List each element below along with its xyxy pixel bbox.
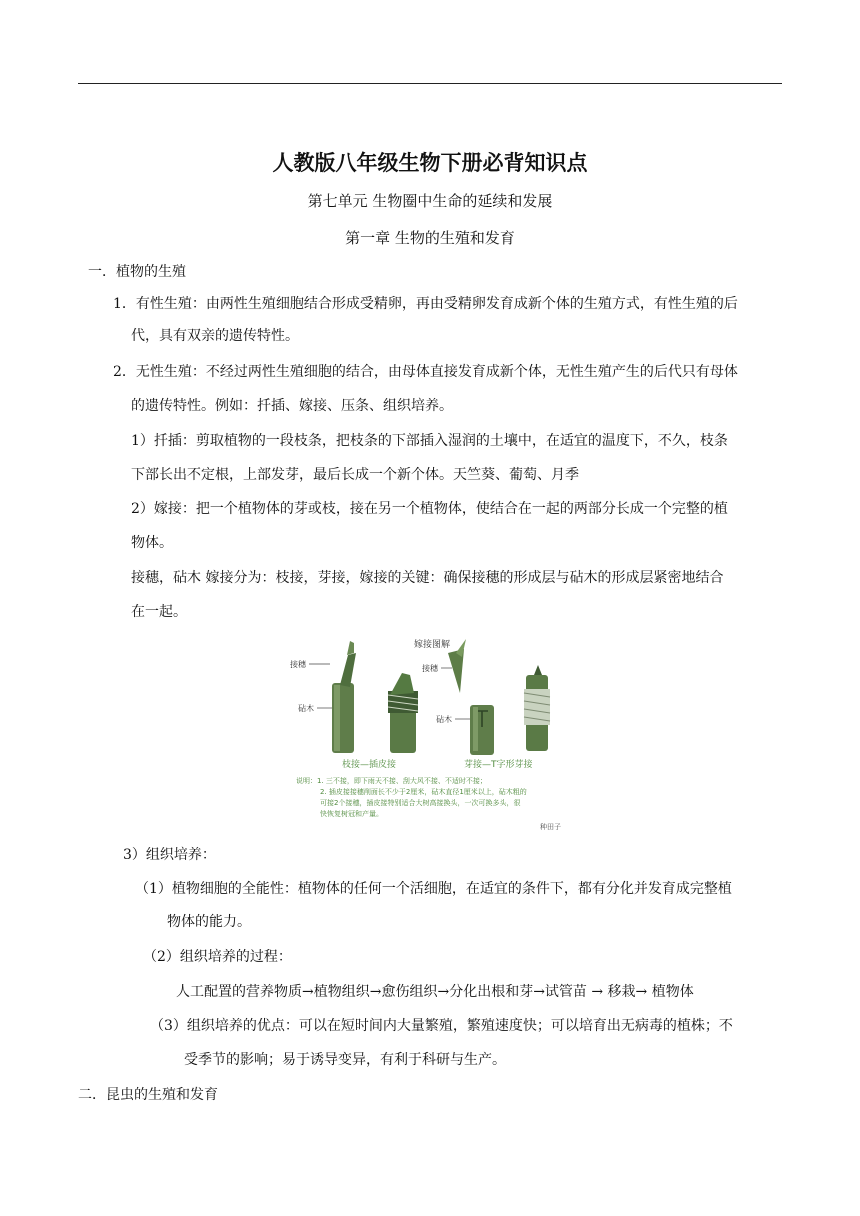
paragraph-line: 在一起。	[131, 604, 187, 620]
label-stock-right: 砧木	[436, 715, 452, 724]
paragraph-line: 受季节的影响；易于诱导变异，有利于科研与生产。	[184, 1052, 506, 1068]
section-heading: 一．植物的生殖	[88, 264, 186, 280]
label-stock: 砧木	[298, 704, 314, 713]
label-scion: 接穗	[290, 660, 306, 669]
figure-signature: 种田子	[540, 823, 561, 831]
note-line: 2. 插皮接接穗削面长不少于2厘米，砧木直径1厘米以上，砧木粗的	[320, 788, 527, 796]
paragraph-line: 的遗传特性。例如：扦插、嫁接、压条、组织培养。	[131, 398, 453, 414]
bud-scion	[448, 639, 466, 693]
label-scion-right: 接穗	[422, 664, 438, 673]
paragraph-line: 3）组织培养：	[123, 847, 216, 863]
process-flow: 人工配置的营养物质→植物组织→愈伤组织→分化出根和芽→试管苗 → 移栽→ 植物体	[176, 984, 694, 1000]
branch-graft-stock	[332, 641, 356, 753]
caption-bud-graft: 芽接—T字形芽接	[464, 760, 533, 770]
paragraph-line: （3）组织培养的优点：可以在短时间内大量繁殖，繁殖速度快；可以培育出无病毒的植株；不	[150, 1018, 733, 1034]
bud-graft-stock	[470, 705, 494, 755]
paragraph-line: 下部长出不定根，上部发芽，最后长成一个新个体。天竺葵、葡萄、月季	[131, 467, 579, 483]
note-line: 可接2个接穗，插皮接特别适合大树高接换头，一次可换多头，很	[320, 799, 521, 807]
document-title: 人教版八年级生物下册必背知识点	[272, 151, 588, 175]
grafting-illustration	[290, 635, 570, 831]
note-line: 快恢复树冠和产量。	[320, 810, 383, 818]
paragraph-line: 1．有性生殖：由两性生殖细胞结合形成受精卵，再由受精卵发育成新个体的生殖方式，有性生殖的后	[113, 296, 738, 312]
paragraph-line: （2）组织培养的过程：	[143, 949, 292, 965]
figure-title: 嫁接图解	[414, 640, 451, 650]
paragraph-line: 2．无性生殖：不经过两性生殖细胞的结合，由母体直接发育成新个体，无性生殖产生的后代只有母体	[113, 364, 738, 380]
section-heading: 二．昆虫的生殖和发育	[78, 1087, 218, 1103]
caption-branch-graft: 枝接—插皮接	[342, 760, 397, 770]
paragraph-line: 物体。	[131, 535, 173, 551]
branch-graft-wrapped	[388, 673, 418, 753]
paragraph-line: （1）植物细胞的全能性：植物体的任何一个活细胞，在适宜的条件下，都有分化并发育成完整植	[135, 881, 732, 897]
paragraph-line: 接穗，砧木 嫁接分为：枝接，芽接，嫁接的关键：确保接穗的形成层与砧木的形成层紧密地结合	[131, 570, 724, 586]
paragraph-line: 物体的能力。	[167, 914, 251, 930]
header-rule	[78, 83, 782, 84]
paragraph-line: 1）扦插：剪取植物的一段枝条，把枝条的下部插入湿润的土壤中，在适宜的温度下，不久，枝条	[131, 433, 728, 449]
chapter-heading: 第一章 生物的生殖和发育	[345, 229, 515, 247]
grafting-diagram	[290, 635, 570, 831]
bud-graft-wrapped	[524, 665, 550, 751]
paragraph-line: 2）嫁接：把一个植物体的芽或枝，接在另一个植物体，使结合在一起的两部分长成一个完整的植	[131, 501, 728, 517]
paragraph-line: 代，具有双亲的遗传特性。	[131, 328, 299, 344]
note-line: 说明：1. 三不接，即下雨天不接、刮大风不接、不适时不接；	[296, 777, 487, 785]
unit-heading: 第七单元 生物圈中生命的延续和发展	[307, 192, 553, 210]
